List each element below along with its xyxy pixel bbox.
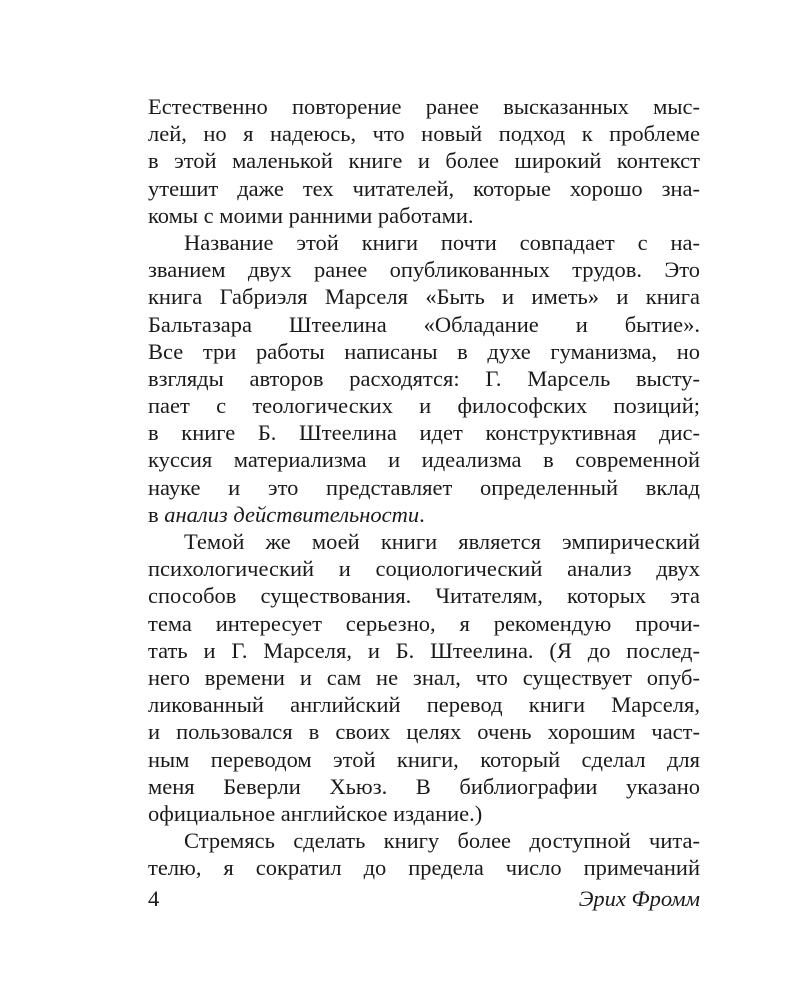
paragraph-2: [148, 229, 700, 528]
paragraph-3: [148, 528, 700, 827]
text-line: способов существования. Читателям, которых эта: [148, 583, 700, 609]
text-line: официальное английское издание.): [148, 800, 483, 826]
text-line: Стремясь сделать книгу более доступной чита-: [184, 828, 700, 854]
text-line: телю, я сократил до предела число примечаний: [148, 855, 700, 881]
text-line: куссия материализма и идеализма в современной: [148, 447, 700, 473]
text-line: Темой же моей книги является эмпирический: [184, 529, 700, 554]
text-line: меня Беверли Хьюз. В библиографии указано: [148, 773, 700, 799]
paragraph-4: [148, 827, 700, 881]
text-fragment: в: [148, 501, 165, 527]
text-line: Бальтазара Штеелина «Обладание и бытие».: [148, 311, 700, 337]
text-line: утешит даже тех читателей, которые хорошо зна-: [148, 175, 700, 201]
text-line: ным переводом этой книги, который сделал для: [148, 746, 700, 772]
text-line: Название этой книги почти совпадает с на-: [184, 229, 700, 255]
running-author: Эрих Фромм: [578, 886, 700, 911]
text-line: в книге Б. Штеелина идет конструктивная дис-: [148, 420, 700, 446]
page-footer: [148, 884, 700, 914]
text-fragment: .: [419, 501, 425, 527]
text-line: психологический и социологический анализ двух: [148, 556, 700, 582]
text-line: тать и Г. Марселя, и Б. Штеелина. (Я до послед-: [148, 637, 700, 663]
text-line-with-italic: [148, 501, 700, 528]
text-line: взгляды авторов расходятся: Г. Марсель высту-: [148, 365, 700, 391]
text-line: Все три работы написаны в духе гуманизма, но: [148, 338, 700, 364]
text-line: книга Габриэля Марселя «Быть и иметь» и книга: [148, 284, 700, 310]
text-line: званием двух ранее опубликованных трудов. Это: [148, 257, 700, 283]
text-line: него времени и сам не знал, что существует опуб-: [148, 664, 700, 690]
paragraph-1: [148, 93, 700, 229]
page-number: 4: [148, 886, 160, 911]
text-line: и пользовался в своих целях очень хорошим част-: [148, 719, 700, 745]
text-line: лей, но я надеюсь, что новый подход к проблеме: [148, 121, 700, 147]
text-line: в этой маленькой книге и более широкий контекст: [148, 148, 700, 174]
book-page-text: [148, 93, 700, 881]
text-line: тема интересует серьезно, я рекомендую прочи-: [148, 610, 700, 636]
text-line: Естественно повторение ранее высказанных мыс-: [148, 94, 700, 119]
italic-phrase: анализ действительности: [164, 501, 420, 527]
text-line: комы с моими ранними работами.: [148, 202, 474, 228]
text-line: ликованный английский перевод книги Марселя,: [148, 692, 700, 718]
text-line: пает с теологических и философских позиций;: [148, 393, 700, 419]
text-line: науке и это представляет определенный вклад: [148, 474, 700, 500]
